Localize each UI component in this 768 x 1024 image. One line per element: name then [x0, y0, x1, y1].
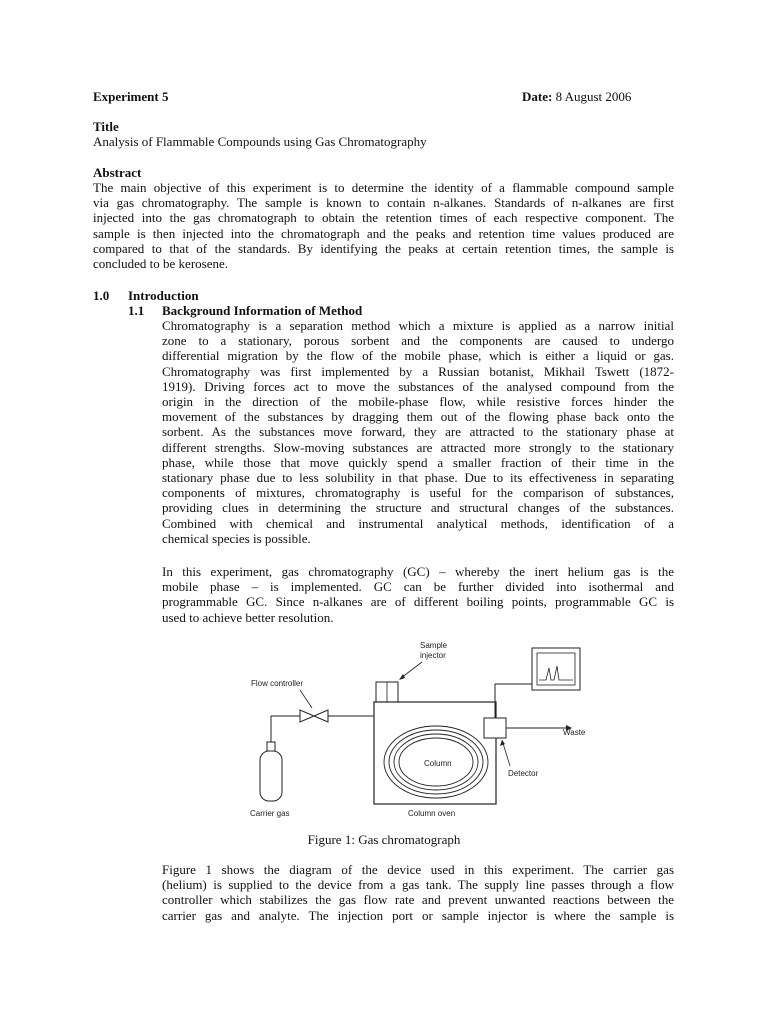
paragraph-line: carrier gas and analyte. The injection port or sample injector is where the sample is — [162, 907, 674, 923]
abstract-line: via gas chromatography. The sample is known to contain n-alkanes. Standards of n-alkanes are first — [93, 195, 674, 211]
paragraph-line: phase, while those that move quickly spend a smaller fraction of their time in the — [162, 454, 674, 470]
title-text: Analysis of Flammable Compounds using Gas Chromatography — [93, 134, 427, 149]
label-detector: Detector — [508, 769, 539, 778]
abstract-line: compared to that of the standards. By identifying the peaks at certain retention times, the sample is — [93, 240, 674, 256]
abstract-line: The main objective of this experiment is to determine the identity of a flammable compound sample — [93, 180, 674, 195]
section-heading: Introduction — [128, 288, 199, 303]
gas-chromatograph-diagram — [240, 636, 600, 826]
detector-arrowhead — [500, 740, 505, 746]
injector-pointer — [401, 662, 422, 678]
paragraph-line: In this experiment, gas chromatography (GC) – whereby the inert helium gas is the — [162, 564, 674, 579]
paragraph-line: different strengths. Slow-moving substances are attracted more strongly to the stationary — [162, 439, 674, 455]
abstract-heading: Abstract — [93, 165, 142, 180]
title-heading: Title — [93, 119, 119, 134]
label-sample-injector: injector — [420, 651, 446, 660]
paragraph-line: origin in the direction of the mobile-phase flow, while resistive forces hinder the — [162, 394, 674, 410]
cylinder-valve — [267, 742, 275, 751]
paragraph-line: sorbent. As the substances move forward, they are attracted to the stationary phase at — [162, 424, 674, 440]
detector — [484, 718, 506, 738]
intro-paragraph-1 — [162, 318, 674, 546]
paragraph-line: movement of the substances by dragging them out of the flowing phase back onto the — [162, 409, 674, 425]
label-carrier-gas: Carrier gas — [250, 809, 290, 818]
subsection-heading: Background Information of Method — [162, 303, 363, 318]
label-column-oven: Column oven — [408, 809, 456, 818]
paragraph-line: Combined with chemical and instrumental analytical methods, identification of a — [162, 515, 674, 531]
carrier-gas-cylinder — [260, 751, 282, 801]
paragraph-line: used to achieve better resolution. — [162, 609, 334, 625]
experiment-number: Experiment 5 — [93, 89, 169, 104]
paragraph-line: (helium) is supplied to the device from a gas tank. The supply line passes through a flow — [162, 877, 674, 893]
paragraph-line: providing clues in determining the structure and structural changes of the substances. — [162, 500, 674, 516]
column-oven — [374, 702, 496, 804]
label-waste: Waste — [563, 728, 586, 737]
abstract-line: concluded to be kerosene. — [93, 256, 229, 272]
paragraph-line: Chromatography is a separation method which a mixture is applied as a narrow initial — [162, 318, 674, 333]
flow-controller-valve — [314, 710, 328, 722]
intro-paragraph-3 — [162, 862, 674, 923]
section-number: 1.0 — [93, 288, 110, 303]
paragraph-line: mobile phase – is implemented. GC can be further divided into isothermal and — [162, 579, 674, 595]
paragraph-line: programmable GC. Since n-alkanes are of different boiling points, programmable GC is — [162, 594, 674, 610]
paragraph-line: chemical species is possible. — [162, 530, 311, 546]
paragraph-line: components of mixtures, chromatography is useful for the comparison of substances, — [162, 485, 674, 501]
label-flow-controller: Flow controller — [251, 679, 304, 688]
paragraph-line: Chromatography was first implemented by a Russian botanist, Mikhail Tswett (1872- — [162, 363, 674, 379]
label-sample-injector: Sample — [420, 641, 448, 650]
paragraph-line: differential migration by the flow of the mobile phase, which is either a liquid or gas. — [162, 348, 674, 364]
paragraph-line: zone to a stationary, porous sorbent and the components are caused to undergo — [162, 333, 674, 349]
abstract-body — [93, 180, 674, 271]
abstract-line: injected into the gas chromatograph to obtain the retention times of each respective component. The — [93, 210, 674, 226]
flow-controller-pointer — [300, 690, 312, 708]
paragraph-line: Figure 1 shows the diagram of the device used in this experiment. The carrier gas — [162, 862, 674, 877]
paragraph-line: 1919). Driving forces act to move the substances of the analysed compound from the — [162, 378, 674, 394]
figure-caption: Figure 1: Gas chromatograph — [307, 832, 461, 847]
subsection-number: 1.1 — [128, 303, 145, 318]
date-value: 8 August 2006 — [555, 89, 632, 104]
paragraph-line: controller which stabilizes the gas flow rate and prevent unwanted reactions between the — [162, 892, 674, 908]
injector-arrowhead — [399, 674, 405, 680]
date-line — [522, 89, 631, 104]
intro-paragraph-2 — [162, 564, 674, 625]
date-label: Date: — [522, 89, 553, 104]
paragraph-line: stationary phase due to less solubility in that phase. Due to its effectiveness in separating — [162, 470, 674, 486]
label-column: Column — [424, 759, 452, 768]
abstract-line: sample is then injected into the chromatograph and the peaks and retention time values produced are — [93, 225, 674, 241]
flow-controller-valve — [300, 710, 314, 722]
